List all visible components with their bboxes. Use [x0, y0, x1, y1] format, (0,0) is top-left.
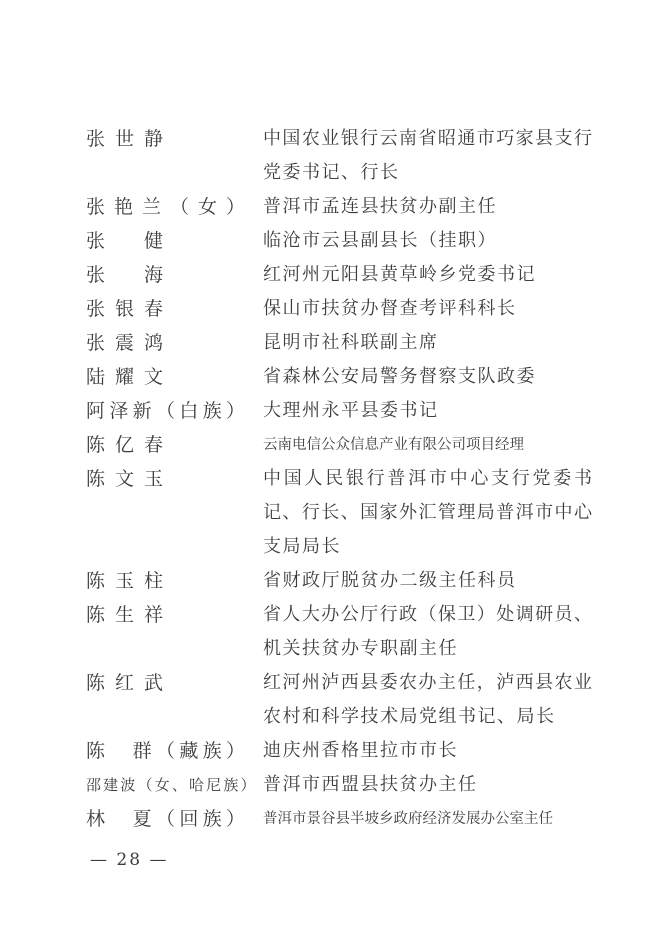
roster-row	[86, 768, 592, 802]
title-line: 农村和科学技术局党组书记、局长	[263, 706, 556, 727]
title-line: 保山市扶贫办督查考评科科长	[263, 298, 517, 319]
roster-row	[86, 326, 592, 360]
person-name: 张艳兰（女）	[86, 196, 246, 218]
roster-list	[86, 122, 592, 836]
person-title	[263, 734, 592, 768]
title-line: 省人大办公厅行政（保卫）处调研员、	[263, 604, 592, 625]
title-line: 省财政厅脱贫办二级主任科员	[263, 570, 517, 591]
title-line: 普洱市景谷县半坡乡政府经济发展办公室主任	[263, 811, 553, 827]
person-name: 陈玉柱	[86, 570, 174, 592]
title-line: 迪庆州香格里拉市市长	[263, 740, 458, 761]
title-line: 红河州泸西县委农办主任，泸西县农业	[263, 672, 592, 693]
person-title	[263, 258, 592, 292]
title-line: 普洱市西盟县扶贫办主任	[263, 774, 478, 795]
person-title	[263, 360, 592, 394]
person-title	[263, 326, 592, 360]
person-name: 陈生祥	[86, 604, 174, 626]
person-name: 张 健	[86, 230, 174, 252]
roster-row	[86, 190, 592, 224]
person-title	[263, 122, 592, 190]
roster-row	[86, 598, 592, 666]
roster-row	[86, 258, 592, 292]
roster-row	[86, 394, 592, 428]
person-title	[263, 802, 592, 836]
person-title	[263, 564, 592, 598]
title-line: 机关扶贫办专职副主任	[263, 638, 458, 659]
roster-row	[86, 428, 592, 462]
roster-row	[86, 564, 592, 598]
roster-row	[86, 802, 592, 836]
roster-row	[86, 292, 592, 326]
person-name: 林 夏（回族）	[86, 808, 246, 830]
title-line: 中国农业银行云南省昭通市巧家县支行	[263, 128, 592, 149]
person-title	[263, 666, 592, 734]
person-name: 陆耀文	[86, 366, 174, 388]
person-name: 阿泽新（白族）	[86, 400, 246, 422]
person-title	[263, 190, 592, 224]
person-name: 张银春	[86, 298, 174, 320]
title-line: 省森林公安局警务督察支队政委	[263, 366, 536, 387]
roster-row	[86, 734, 592, 768]
title-line: 昆明市社科联副主席	[263, 332, 439, 353]
person-title	[263, 598, 592, 666]
person-title	[263, 394, 592, 428]
person-title	[263, 462, 592, 564]
person-title	[263, 224, 592, 258]
person-name: 陈红武	[86, 672, 174, 694]
person-title	[263, 428, 592, 462]
page-number: — 28 —	[90, 850, 169, 870]
person-name: 张 海	[86, 264, 174, 286]
person-title	[263, 768, 592, 802]
roster-row	[86, 462, 592, 564]
person-name: 陈文玉	[86, 468, 174, 490]
title-line: 大理州永平县委书记	[263, 400, 439, 421]
person-name: 张震鸿	[86, 332, 174, 354]
person-name: 陈亿春	[86, 434, 174, 456]
person-name: 邵建波（女、哈尼族）	[86, 776, 256, 794]
roster-row	[86, 122, 592, 190]
title-line: 红河州元阳县黄草岭乡党委书记	[263, 264, 536, 285]
roster-row	[86, 360, 592, 394]
title-line: 临沧市云县副县长（挂职）	[263, 230, 497, 251]
title-line: 支局局长	[263, 536, 341, 557]
roster-row	[86, 224, 592, 258]
title-line: 记、行长、国家外汇管理局普洱市中心	[263, 502, 592, 523]
person-name: 陈 群（藏族）	[86, 740, 246, 762]
title-line: 普洱市孟连县扶贫办副主任	[263, 196, 497, 217]
title-line: 党委书记、行长	[263, 162, 400, 183]
title-line: 中国人民银行普洱市中心支行党委书	[263, 468, 592, 489]
person-name: 张世静	[86, 128, 174, 150]
roster-row	[86, 666, 592, 734]
person-title	[263, 292, 592, 326]
title-line: 云南电信公众信息产业有限公司项目经理	[263, 437, 524, 453]
